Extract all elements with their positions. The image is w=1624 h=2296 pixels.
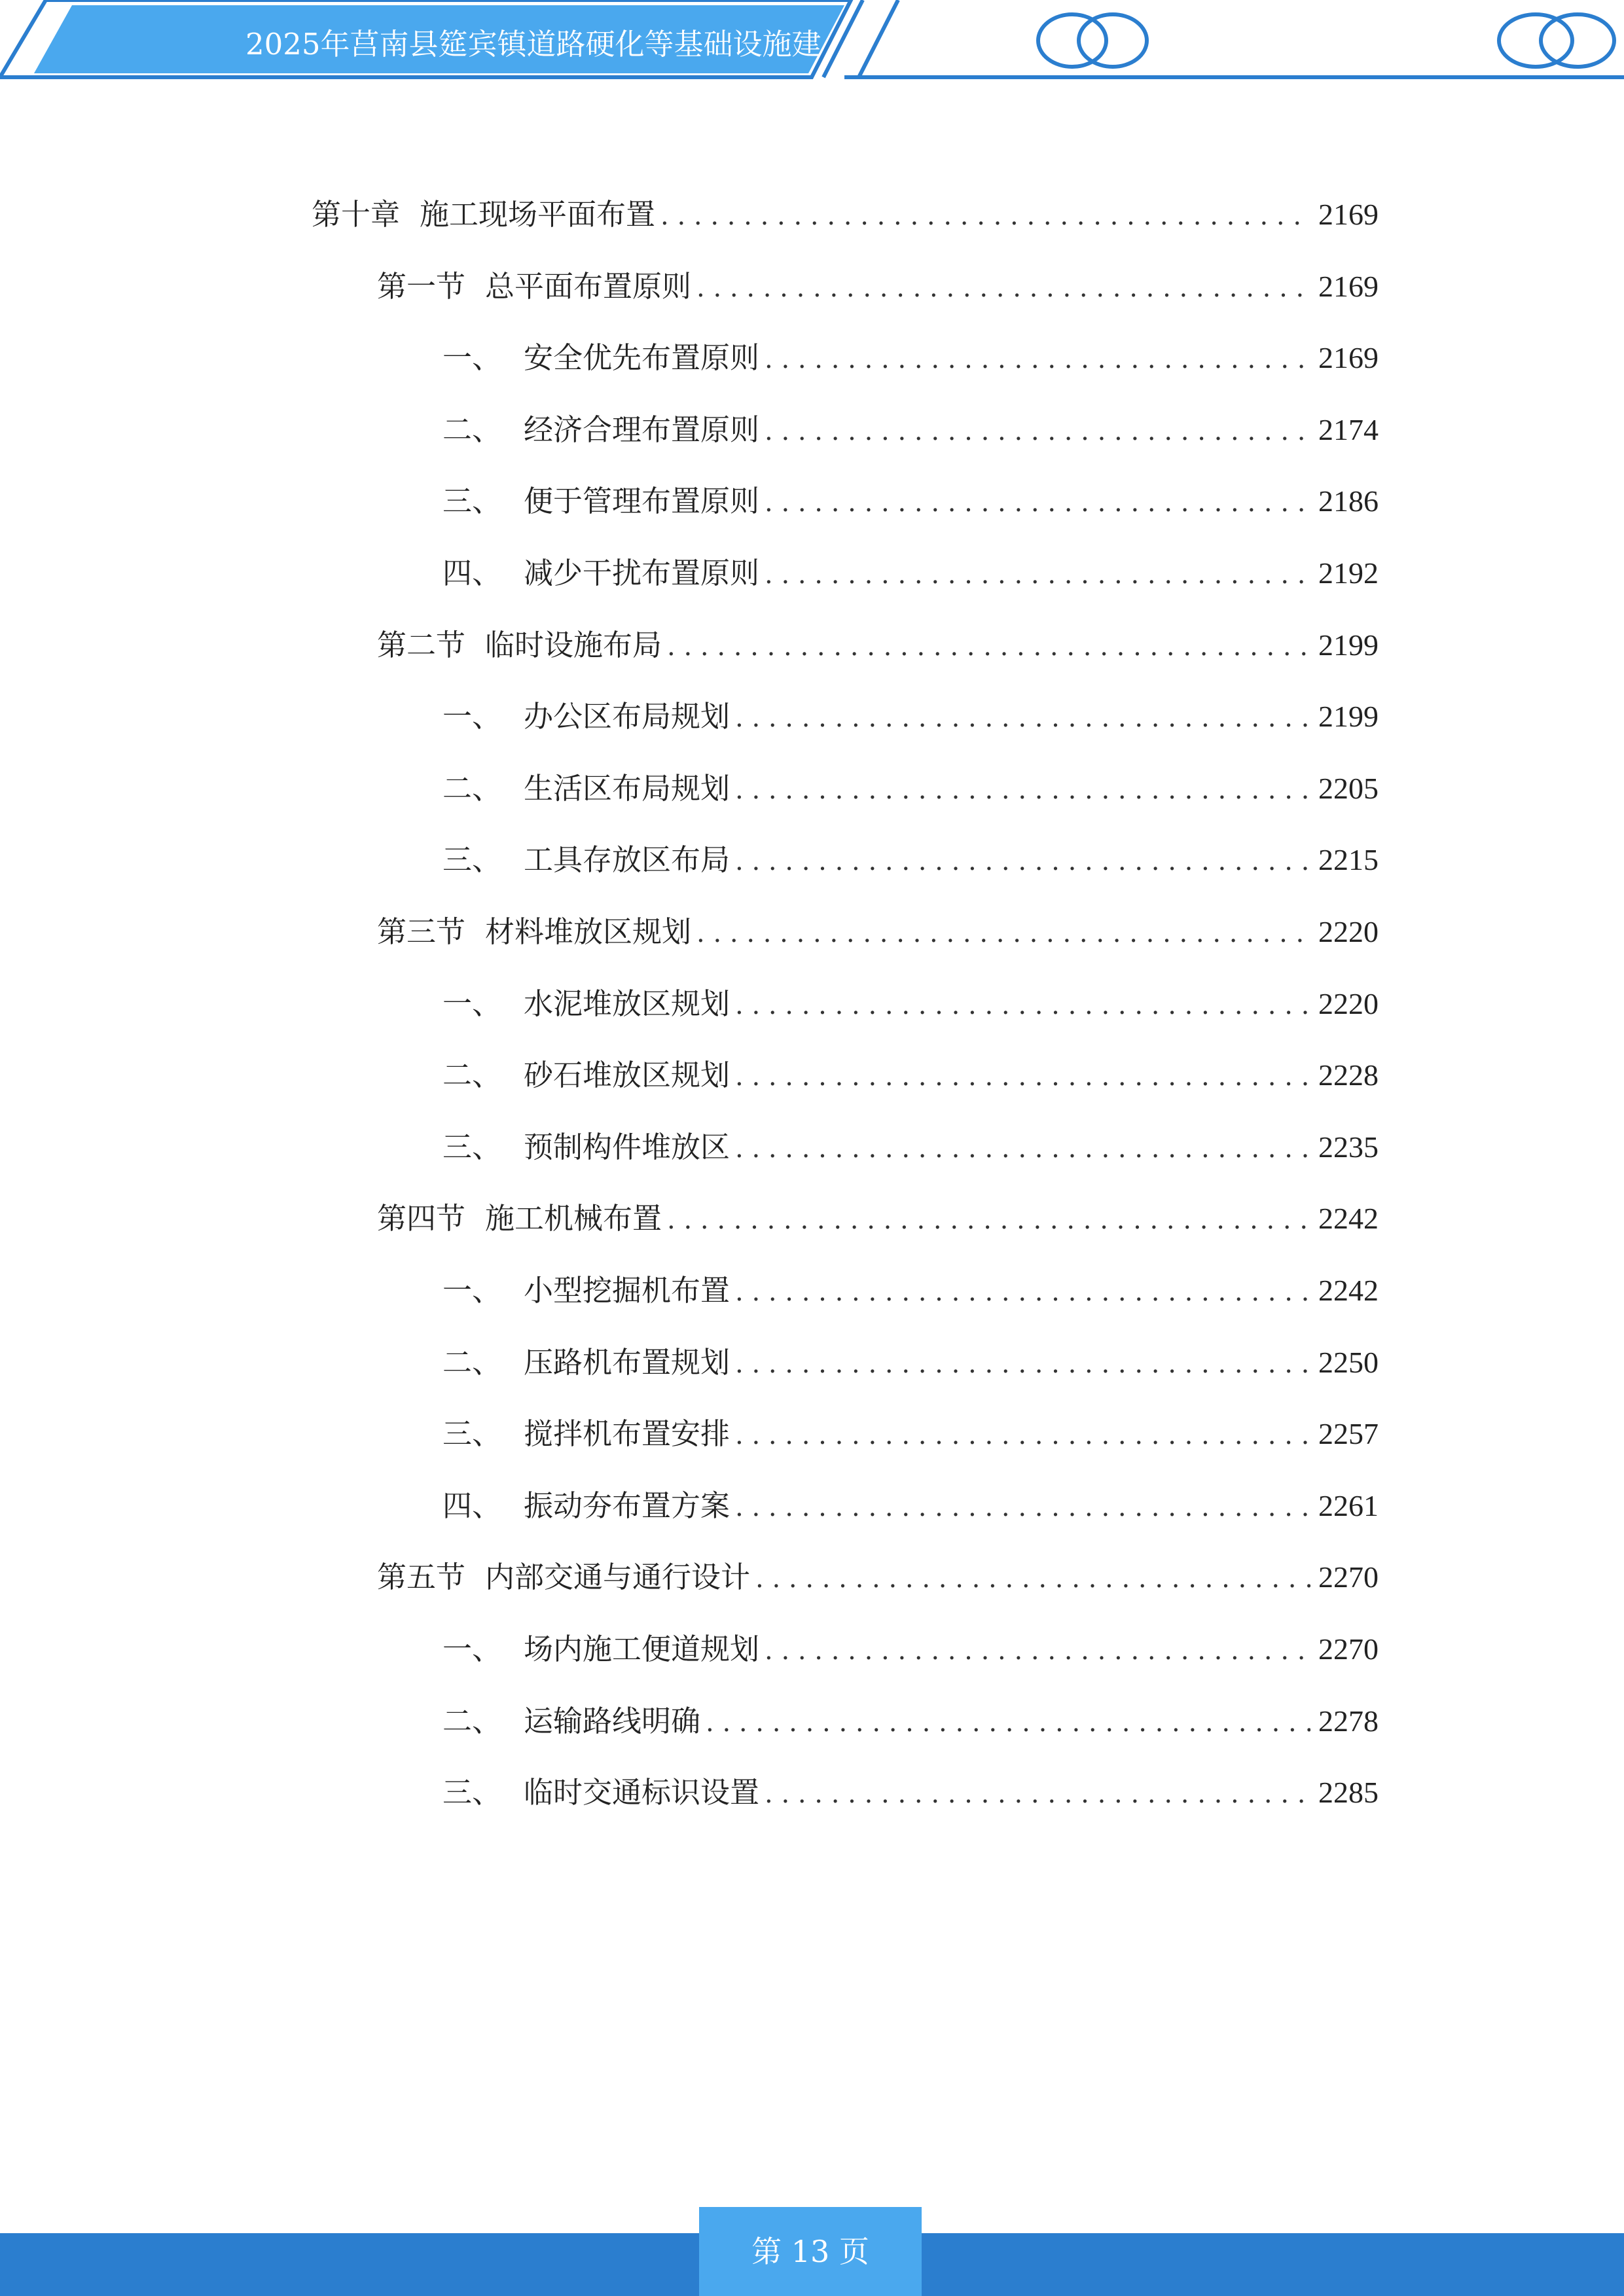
toc-dot-leader	[660, 196, 1310, 236]
toc-entry-label	[377, 1558, 750, 1597]
toc-entry-page: 2270	[1318, 1632, 1379, 1666]
toc-entry-title: 工具存放区布局	[524, 842, 731, 877]
toc-entry-label	[442, 984, 730, 1024]
toc-entry-number: 三、	[442, 1416, 502, 1451]
toc-entry-title: 预制构件堆放区	[524, 1130, 731, 1164]
toc-entry[interactable]	[312, 195, 1379, 236]
toc-entry-label	[377, 912, 691, 952]
toc-entry[interactable]	[377, 267, 1379, 308]
toc-entry-label	[442, 1773, 759, 1812]
toc-entry-label	[442, 338, 759, 378]
toc-dot-leader	[735, 1416, 1310, 1455]
toc-entry[interactable]	[442, 1773, 1379, 1814]
toc-dot-leader	[667, 1200, 1310, 1240]
document-title: 2025年莒南县筵宾镇道路硬化等基础设施建	[245, 27, 821, 62]
ring-logo-icon	[1499, 14, 1614, 67]
toc-entry-number: 一、	[442, 699, 502, 734]
toc-entry-number: 二、	[442, 771, 502, 806]
toc-entry-title: 减少干扰布置原则	[524, 556, 760, 590]
toc-entry[interactable]	[442, 554, 1379, 594]
toc-entry[interactable]	[442, 338, 1379, 379]
toc-entry[interactable]	[442, 1343, 1379, 1384]
toc-entry[interactable]	[442, 984, 1379, 1025]
toc-entry-page: 2220	[1318, 915, 1379, 948]
toc-entry-title: 场内施工便道规划	[524, 1632, 760, 1666]
toc-entry-title: 施工现场平面布置	[420, 197, 656, 232]
toc-entry-title: 总平面布置原则	[485, 269, 692, 304]
toc-entry-title: 水泥堆放区规划	[524, 986, 731, 1021]
toc-entry-page: 2192	[1318, 556, 1379, 590]
toc-entry-number: 三、	[442, 842, 502, 877]
toc-entry-page: 2235	[1318, 1130, 1379, 1164]
toc-entry[interactable]	[442, 1271, 1379, 1312]
toc-entry-page: 2205	[1318, 772, 1379, 805]
toc-dot-leader	[765, 483, 1310, 522]
toc-entry-page: 2199	[1318, 700, 1379, 733]
toc-entry-page: 2242	[1318, 1202, 1379, 1235]
toc-entry-title: 施工机械布置	[485, 1201, 662, 1236]
toc-entry-label	[442, 1128, 730, 1167]
toc-entry-number: 第二节	[377, 628, 466, 662]
toc-entry-label	[442, 769, 730, 808]
toc-entry-label	[312, 195, 655, 234]
toc-entry-page: 2270	[1318, 1560, 1379, 1594]
toc-dot-leader	[735, 1344, 1310, 1384]
page-header	[0, 0, 1624, 85]
toc-entry[interactable]	[442, 1056, 1379, 1096]
toc-entry-title: 安全优先布置原则	[524, 340, 760, 375]
toc-entry-number: 三、	[442, 1130, 502, 1164]
toc-entry-label	[442, 1414, 730, 1454]
toc-entry-label	[377, 1199, 662, 1238]
toc-entry-label	[442, 697, 730, 736]
toc-dot-leader	[735, 1057, 1310, 1096]
toc-entry-number: 二、	[442, 1704, 502, 1738]
toc-entry-title: 临时设施布局	[485, 628, 662, 662]
toc-entry[interactable]	[442, 840, 1379, 881]
toc-entry-page: 2215	[1318, 843, 1379, 876]
toc-dot-leader	[765, 412, 1310, 451]
ring-logo-icon	[1038, 14, 1147, 67]
header-slash-2	[859, 0, 898, 77]
toc-entry-label	[442, 482, 759, 521]
toc-entry[interactable]	[442, 410, 1379, 451]
toc-entry[interactable]	[442, 1128, 1379, 1168]
toc-entry-title: 办公区布局规划	[524, 699, 731, 734]
toc-entry-page: 2169	[1318, 341, 1379, 374]
toc-entry-title: 运输路线明确	[524, 1704, 701, 1738]
toc-dot-leader	[735, 1488, 1310, 1527]
toc-entry-page: 2261	[1318, 1489, 1379, 1522]
toc-entry-page: 2285	[1318, 1776, 1379, 1809]
toc-entry-title: 临时交通标识设置	[524, 1775, 760, 1810]
toc-entry-number: 二、	[442, 412, 502, 447]
toc-entry[interactable]	[377, 912, 1379, 953]
toc-entry-label	[442, 1630, 759, 1669]
toc-entry-title: 便于管理布置原则	[524, 484, 760, 518]
toc-entry[interactable]	[442, 1414, 1379, 1455]
toc-entry[interactable]	[442, 769, 1379, 810]
toc-entry-title: 搅拌机布置安排	[524, 1416, 731, 1451]
toc-dot-leader	[755, 1559, 1310, 1598]
toc-entry[interactable]	[377, 1558, 1379, 1598]
toc-entry-page: 2242	[1318, 1274, 1379, 1307]
toc-entry-label	[442, 1702, 700, 1741]
toc-entry-number: 第五节	[377, 1560, 466, 1594]
toc-entry-label	[442, 1486, 730, 1526]
toc-entry-page: 2174	[1318, 413, 1379, 446]
toc-entry-number: 一、	[442, 986, 502, 1021]
toc-entry-label	[442, 1343, 730, 1382]
toc-entry[interactable]	[377, 626, 1379, 666]
toc-entry-number: 三、	[442, 484, 502, 518]
toc-entry-page: 2278	[1318, 1704, 1379, 1738]
toc-entry-number: 第一节	[377, 269, 466, 304]
toc-dot-leader	[706, 1703, 1310, 1742]
page-number: 第 13 页	[751, 2234, 869, 2269]
toc-entry-page: 2169	[1318, 270, 1379, 303]
toc-entry-title: 砂石堆放区规划	[524, 1058, 731, 1092]
toc-entry[interactable]	[442, 1630, 1379, 1670]
toc-entry-number: 二、	[442, 1345, 502, 1380]
toc-entry-label	[442, 410, 759, 450]
toc-entry-page: 2257	[1318, 1417, 1379, 1450]
toc-dot-leader	[735, 770, 1310, 810]
toc-entry-label	[442, 840, 730, 880]
toc-entry-title: 振动夯布置方案	[524, 1488, 731, 1523]
toc-entry-label	[442, 1271, 730, 1310]
toc-entry-title: 内部交通与通行设计	[485, 1560, 751, 1594]
toc-entry-title: 材料堆放区规划	[485, 914, 692, 949]
toc-entry-number: 第三节	[377, 914, 466, 949]
toc-dot-leader	[735, 1129, 1310, 1168]
toc-entry-page: 2220	[1318, 987, 1379, 1020]
toc-dot-leader	[696, 268, 1310, 308]
toc-entry-number: 第十章	[312, 197, 401, 232]
toc-dot-leader	[667, 627, 1310, 666]
toc-entry[interactable]	[442, 1486, 1379, 1527]
toc-entry-number: 一、	[442, 340, 502, 375]
toc-entry-number: 四、	[442, 556, 502, 590]
toc-dot-leader	[765, 1774, 1310, 1814]
toc-entry-page: 2250	[1318, 1346, 1379, 1379]
toc-entry-title: 压路机布置规划	[524, 1345, 731, 1380]
toc-entry-number: 一、	[442, 1632, 502, 1666]
toc-entry-number: 第四节	[377, 1201, 466, 1236]
toc-entry-label	[442, 554, 759, 593]
toc-entry-page: 2199	[1318, 628, 1379, 662]
toc-entry-label	[442, 1056, 730, 1095]
toc-entry-title: 小型挖掘机布置	[524, 1273, 731, 1308]
toc-dot-leader	[735, 1272, 1310, 1312]
toc-dot-leader	[696, 914, 1310, 953]
toc-entry-number: 二、	[442, 1058, 502, 1092]
toc-entry[interactable]	[377, 1199, 1379, 1240]
toc-entry-title: 生活区布局规划	[524, 771, 731, 806]
toc-dot-leader	[765, 340, 1310, 379]
toc-entry-page: 2169	[1318, 198, 1379, 231]
toc-entry[interactable]	[442, 482, 1379, 522]
toc-dot-leader	[735, 698, 1310, 738]
toc-entry-number: 四、	[442, 1488, 502, 1523]
toc-entry-page: 2228	[1318, 1058, 1379, 1092]
toc-entry[interactable]	[442, 697, 1379, 738]
toc-entry-page: 2186	[1318, 484, 1379, 518]
toc-entry-title: 经济合理布置原则	[524, 412, 760, 447]
toc-entry-number: 三、	[442, 1775, 502, 1810]
toc-entry[interactable]	[442, 1702, 1379, 1742]
toc-entry-label	[377, 267, 691, 306]
toc-dot-leader	[735, 842, 1310, 881]
toc-dot-leader	[765, 1631, 1310, 1670]
toc-entry-number: 一、	[442, 1273, 502, 1308]
toc-dot-leader	[735, 986, 1310, 1025]
toc-entry-label	[377, 626, 662, 665]
toc-dot-leader	[765, 555, 1310, 594]
